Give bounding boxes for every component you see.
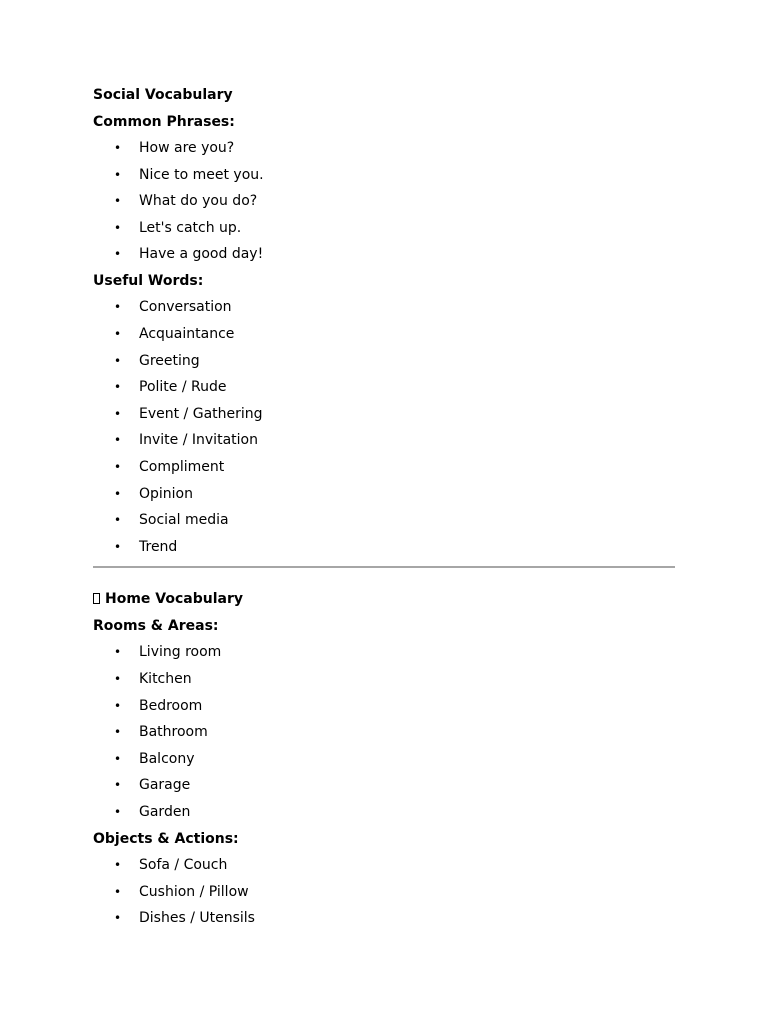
list-item [93,188,675,215]
list-item [93,374,675,401]
bullet-icon: • [114,247,122,262]
bullet-icon: • [114,884,122,899]
useful-words-list [93,294,675,560]
list-item [93,321,675,348]
bullet-icon: • [114,486,122,501]
common-phrases-list [93,135,675,268]
bullet-icon: • [114,194,122,209]
list-item-text: Polite / Rude [139,379,227,396]
list-item-text: Have a good day! [139,246,264,263]
bullet-icon: • [114,141,122,155]
list-item-text: Garden [139,803,191,820]
list-item-text: Cushion / Pillow [139,883,249,900]
list-item [93,481,675,508]
list-item [93,241,675,268]
list-item-text: Garage [139,777,191,794]
list-item [93,799,675,826]
missing-glyph-icon [93,593,100,604]
list-item [93,693,675,720]
subheading-objects-actions: Objects & Actions: [93,830,239,847]
list-item-text: Opinion [139,485,193,502]
list-item [93,215,675,242]
list-item-text: Compliment [139,459,225,476]
bullet-icon: • [114,327,122,342]
rooms-areas-list [93,639,675,825]
list-item [93,719,675,746]
bullet-icon: • [114,751,122,766]
list-item-text: Let's catch up. [139,219,242,236]
list-item-text: Kitchen [139,671,192,687]
list-item [93,639,675,666]
subheading-useful-words: Useful Words: [93,272,204,289]
list-item [93,162,675,189]
list-item-text: Bathroom [139,724,208,741]
list-item-text: Greeting [139,352,200,369]
bullet-icon: • [114,804,122,819]
list-item-text: Event / Gathering [139,405,263,422]
list-item-text: Bedroom [139,697,203,714]
bullet-icon: • [114,380,122,395]
list-item [93,507,675,534]
list-item-text: What do you do? [139,193,258,210]
bullet-icon: • [114,698,122,713]
bullet-icon: • [114,725,122,740]
list-item-text: Nice to meet you. [139,166,264,183]
list-item-text: Living room [139,644,222,661]
bullet-icon: • [114,911,122,926]
list-item [93,772,675,799]
list-item-text: Acquaintance [139,326,235,343]
list-item [93,454,675,481]
list-item-text: Social media [139,512,229,529]
list-item-text: Conversation [139,299,232,316]
list-item [93,135,675,162]
list-item [93,534,675,561]
bullet-icon: • [114,539,122,554]
list-item [93,852,675,879]
bullet-icon: • [114,513,122,528]
list-item [93,348,675,375]
section-title-home-text: Home Vocabulary [105,591,243,608]
subheading-common-phrases: Common Phrases: [93,113,235,130]
bullet-icon: • [114,460,122,475]
list-item [93,879,675,906]
bullet-icon: • [114,220,122,235]
bullet-icon: • [114,353,122,368]
list-item-text: Balcony [139,750,195,767]
section-title-social: Social Vocabulary [93,87,233,103]
bullet-icon: • [114,406,122,421]
list-item [93,905,675,932]
list-item [93,427,675,454]
section-divider [93,566,675,568]
bullet-icon: • [114,672,122,686]
list-item-text: Trend [139,538,178,555]
list-item-text: How are you? [139,140,235,156]
bullet-icon: • [114,167,122,182]
bullet-icon: • [114,858,122,873]
section-title-home [93,586,675,613]
list-item [93,746,675,773]
list-item-text: Invite / Invitation [139,432,258,449]
objects-actions-list [93,852,675,932]
list-item-text: Dishes / Utensils [139,910,255,927]
list-item-text: Sofa / Couch [139,857,228,874]
document-page [93,82,675,932]
bullet-icon: • [114,645,122,660]
list-item [93,401,675,428]
bullet-icon: • [114,778,122,793]
bullet-icon: • [114,300,122,315]
subheading-rooms-areas: Rooms & Areas: [93,617,219,634]
list-item [93,666,675,693]
bullet-icon: • [114,433,122,448]
list-item [93,294,675,321]
